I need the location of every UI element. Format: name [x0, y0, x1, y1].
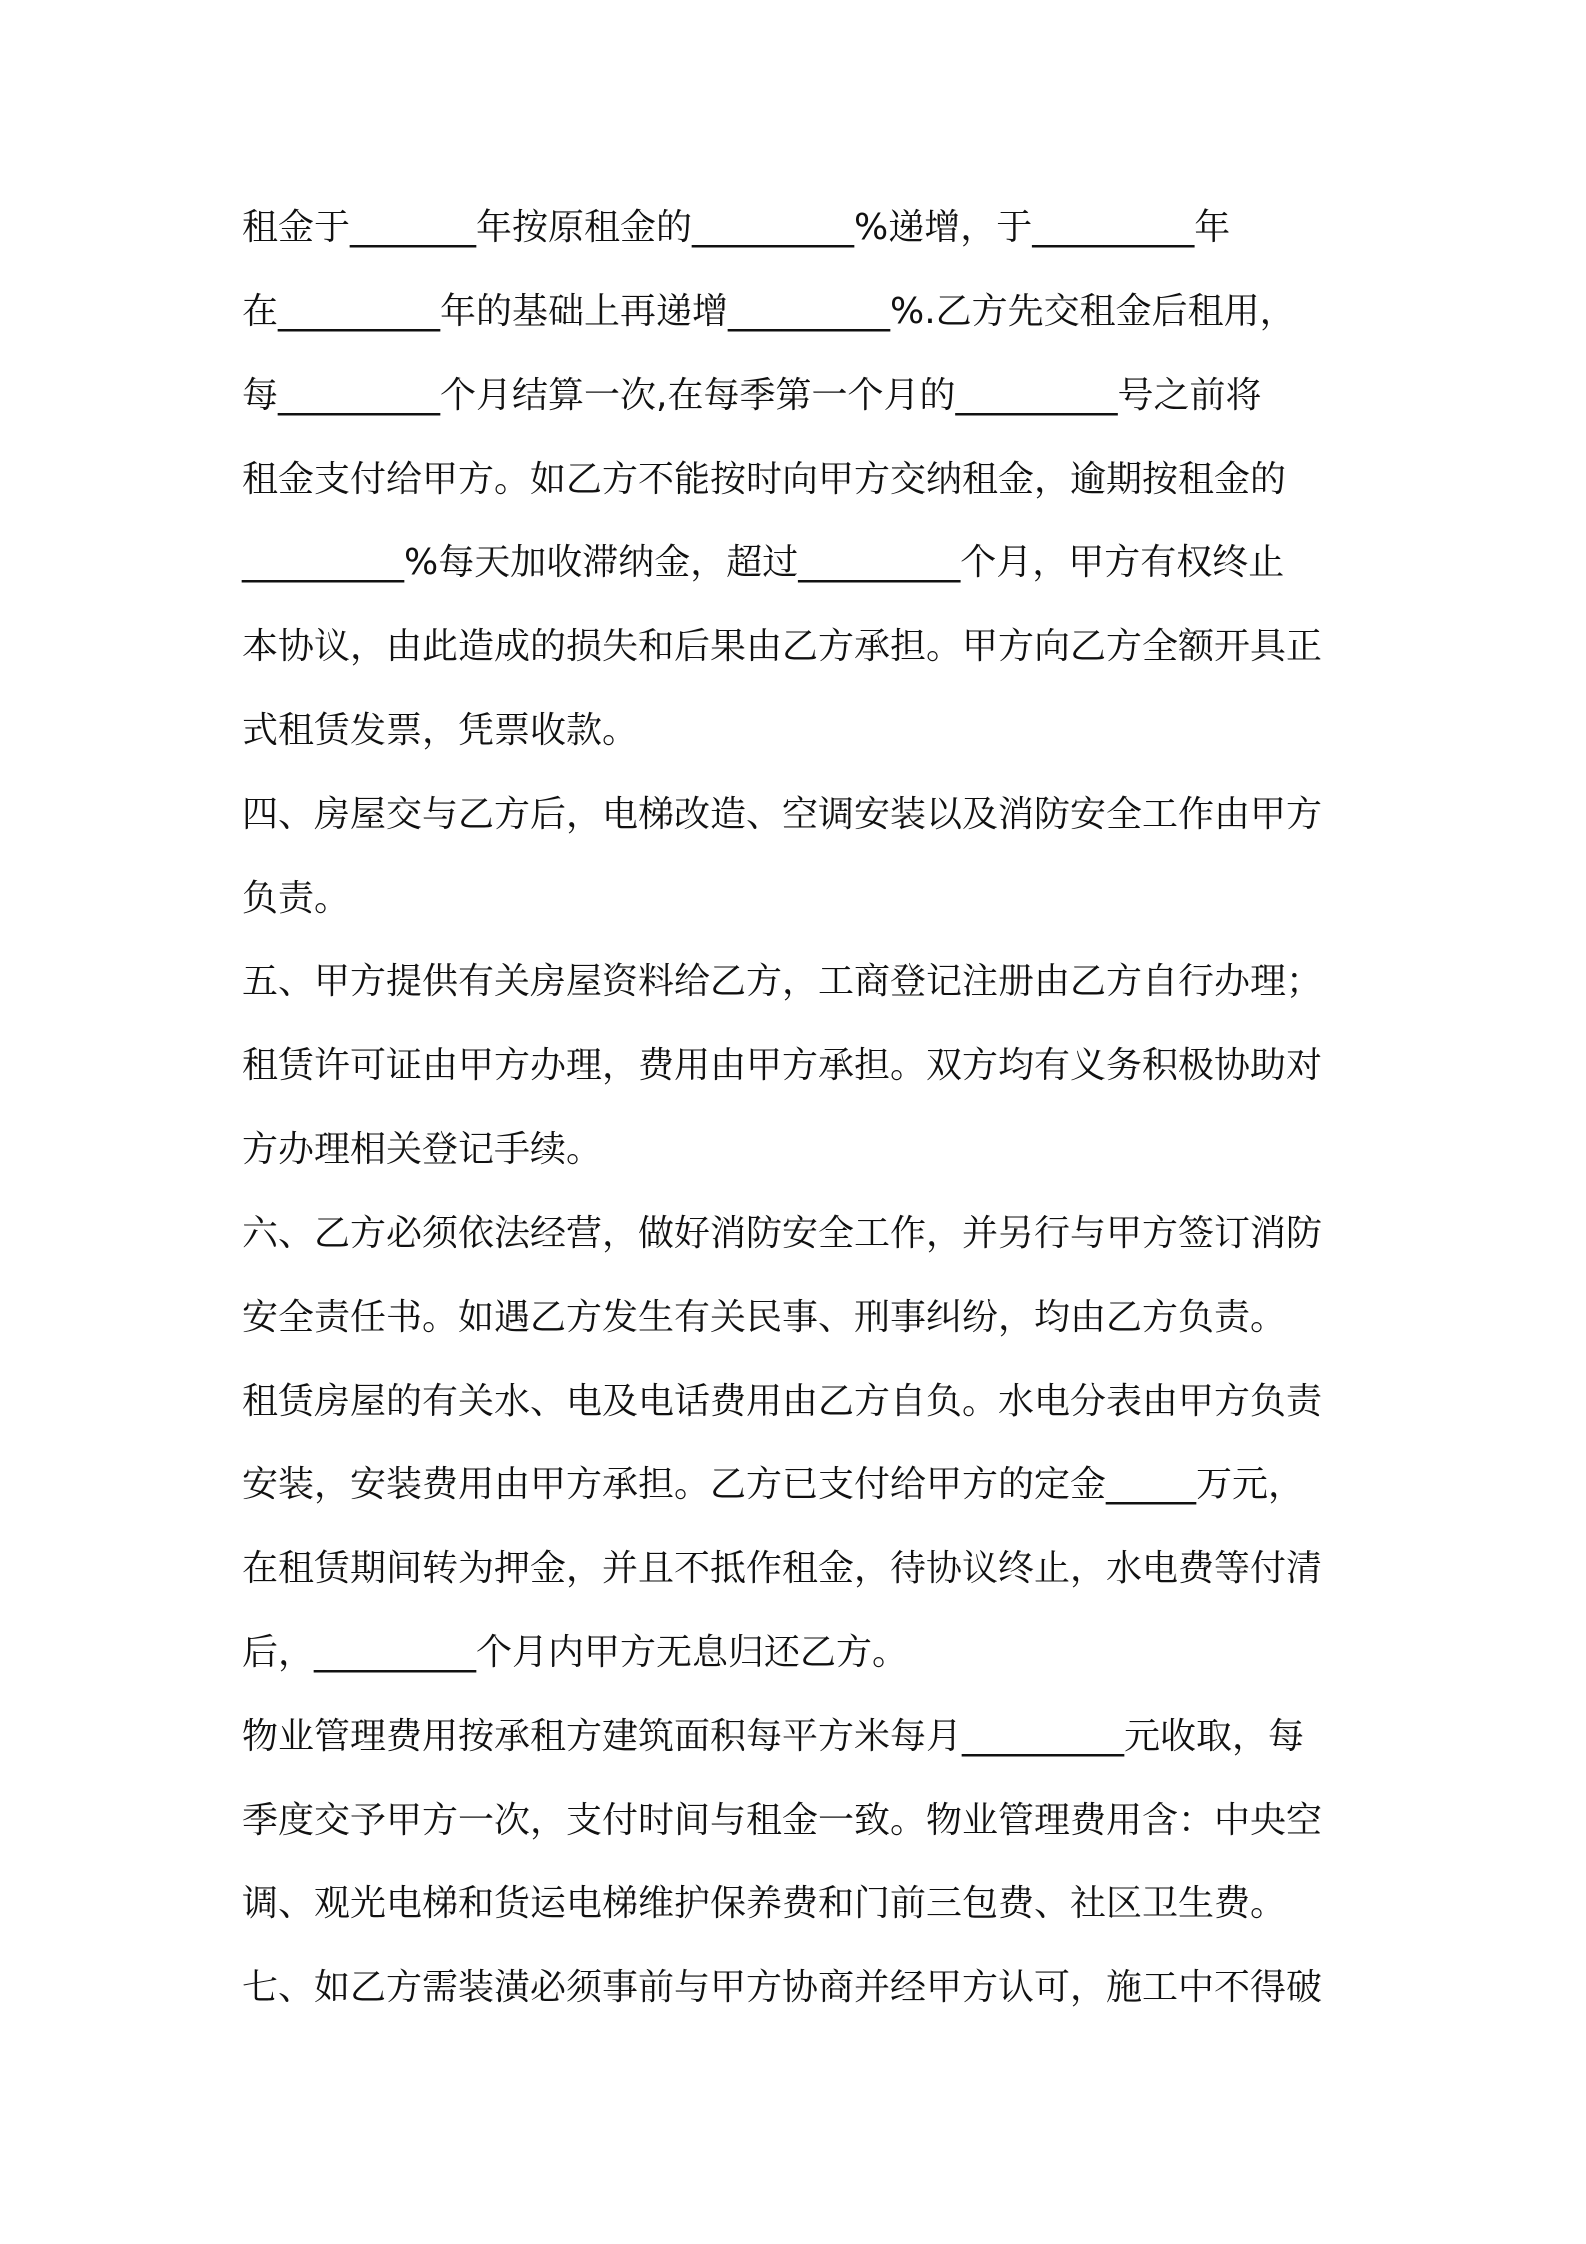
text-line: 每_________个月结算一次,在每季第一个月的_________号之前将	[242, 375, 1262, 416]
text-line: 在_________年的基础上再递增_________%.乙方先交租金后租用，	[242, 291, 1296, 332]
text-line: 式租赁发票，凭票收款。	[242, 710, 639, 751]
text-line: _________%每天加收滞纳金，超过_________个月，甲方有权终止	[242, 542, 1285, 583]
text-line: 七、如乙方需装潢必须事前与甲方协商并经甲方认可，施工中不得破	[242, 1967, 1323, 2008]
text-line: 本协议，由此造成的损失和后果由乙方承担。甲方向乙方全额开具正	[242, 626, 1323, 667]
text-line: 安全责任书。如遇乙方发生有关民事、刑事纠纷，均由乙方负责。	[242, 1297, 1287, 1338]
text-line: 租金于_______年按原租金的_________%递增，于_________年	[242, 207, 1231, 248]
text-line: 安装，安装费用由甲方承担。乙方已支付给甲方的定金_____万元，	[242, 1464, 1305, 1505]
text-line: 调、观光电梯和货运电梯维护保养费和门前三包费、社区卫生费。	[242, 1883, 1287, 1924]
text-line: 物业管理费用按承租方建筑面积每平方米每月_________元收取，每	[242, 1716, 1305, 1757]
text-line: 租金支付给甲方。如乙方不能按时向甲方交纳租金，逾期按租金的	[242, 459, 1287, 500]
text-line: 四、房屋交与乙方后，电梯改造、空调安装以及消防安全工作由甲方	[242, 794, 1323, 835]
text-line: 后，_________个月内甲方无息归还乙方。	[242, 1632, 909, 1673]
text-line: 租赁房屋的有关水、电及电话费用由乙方自负。水电分表由甲方负责	[242, 1381, 1323, 1422]
text-line: 在租赁期间转为押金，并且不抵作租金，待协议终止，水电费等付清	[242, 1548, 1323, 1589]
text-line: 租赁许可证由甲方办理，费用由甲方承担。双方均有义务积极协助对	[242, 1045, 1323, 1086]
text-line: 负责。	[242, 878, 351, 919]
text-line: 季度交予甲方一次，支付时间与租金一致。物业管理费用含：中央空	[242, 1800, 1323, 1841]
text-line: 五、甲方提供有关房屋资料给乙方，工商登记注册由乙方自行办理；	[242, 961, 1323, 1002]
text-line: 六、乙方必须依法经营，做好消防安全工作，并另行与甲方签订消防	[242, 1213, 1323, 1254]
text-line: 方办理相关登记手续。	[242, 1129, 603, 1170]
